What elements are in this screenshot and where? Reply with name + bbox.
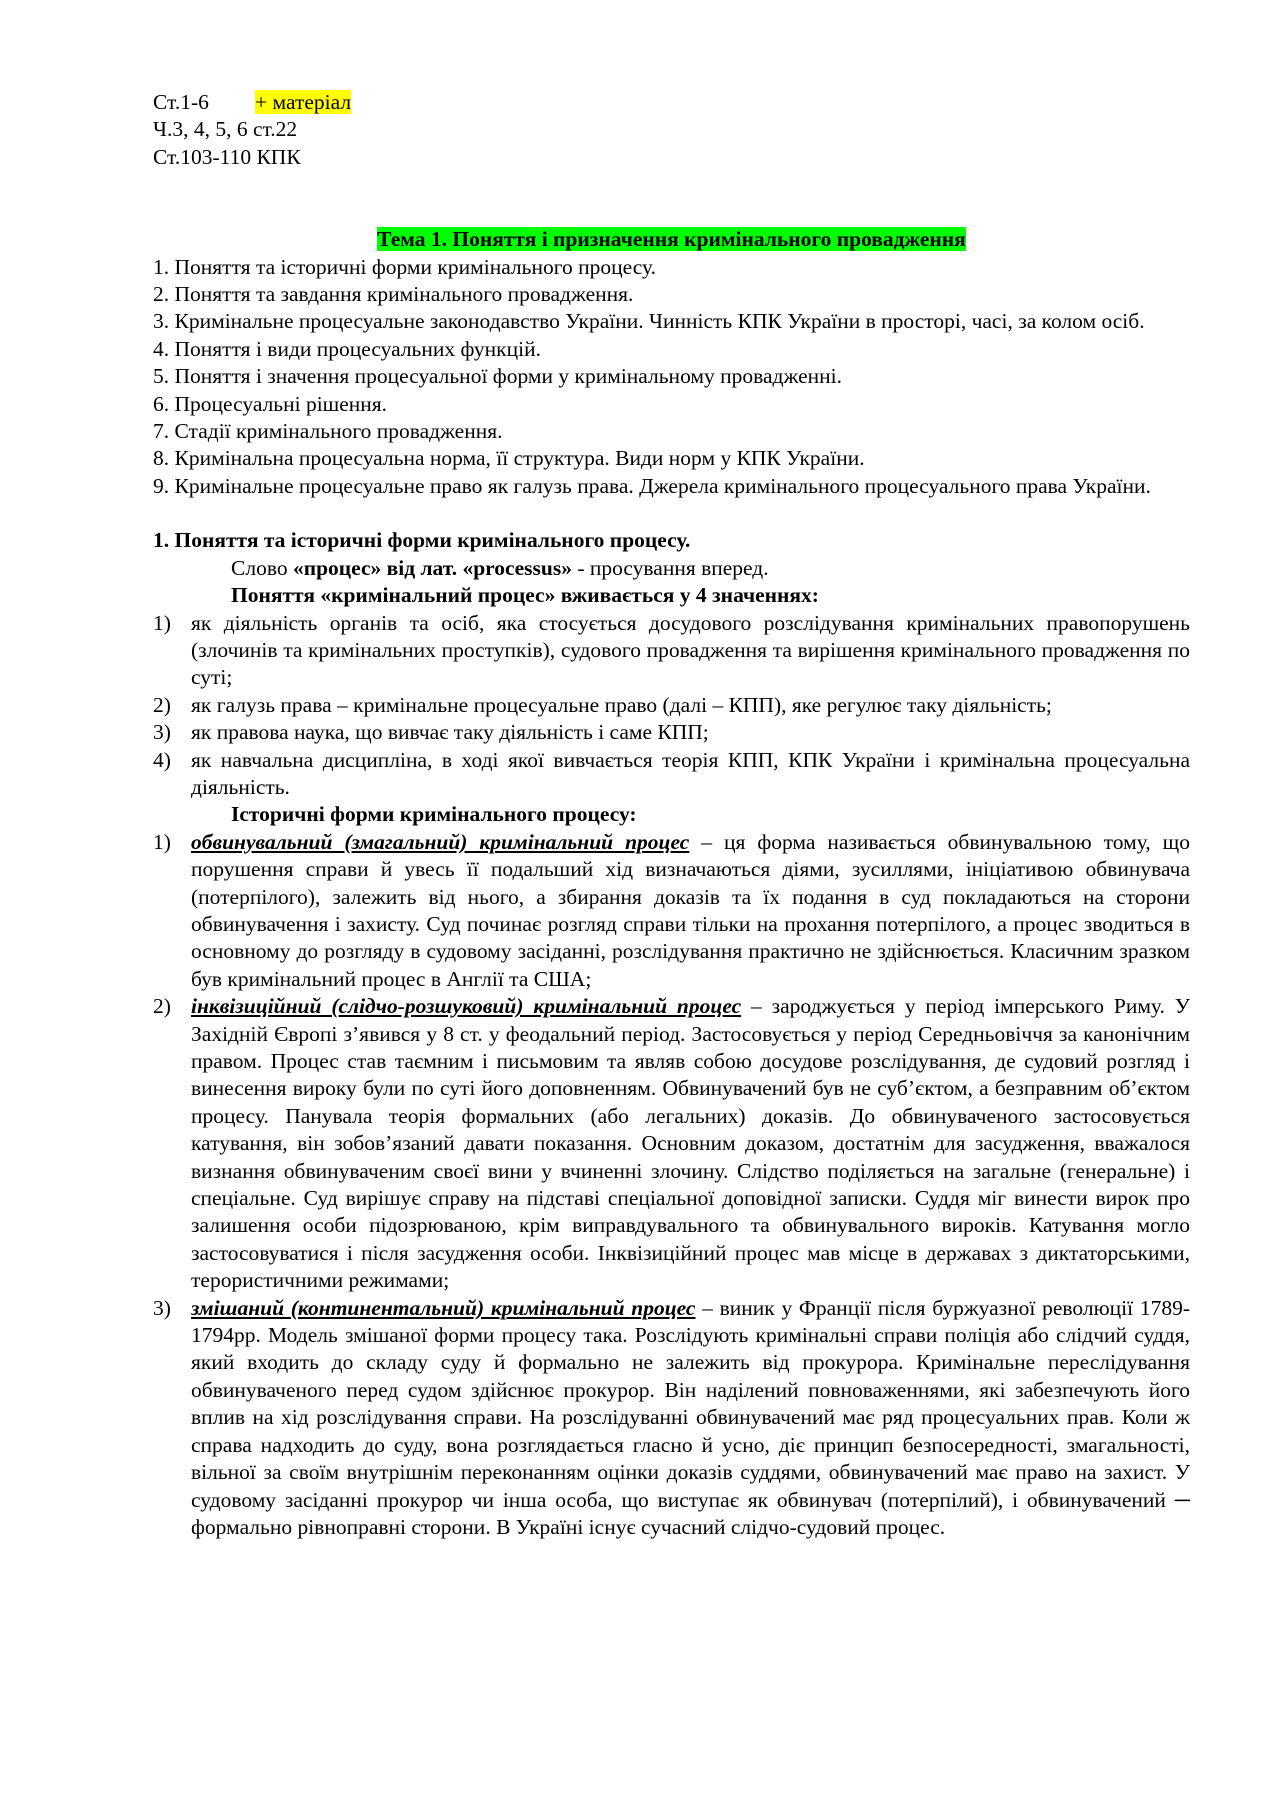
- spacer: [153, 500, 1190, 527]
- outline-item: 1. Поняття та історичні форми кримінального процесу.: [153, 254, 656, 279]
- list-item: [153, 747, 1190, 802]
- forms-heading: Історичні форми кримінального процесу:: [231, 802, 637, 827]
- list-item: [153, 719, 1190, 746]
- list-number: 4): [153, 747, 171, 772]
- form-term: інквізиційний (слідчо-розшуковий) кримінальний процес: [191, 994, 742, 1019]
- topic-title-highlight: Тема 1. Поняття і призначення кримінального провадження: [377, 227, 966, 252]
- list-text: як діяльність органів та осіб, яка стосується досудового розслідування кримінальних правопорушень (злочинів та кримінальних проступків), судового провадження та вирішення кримінального провадження по суті;: [191, 610, 1190, 690]
- highlighted-note: + матеріал: [255, 90, 352, 114]
- list-text: як галузь права – кримінальне процесуальне право (далі – КПП), яке регулює таку діяльність;: [191, 692, 1052, 717]
- forms-list: [153, 829, 1190, 1542]
- outline-item: 4. Поняття і види процесуальних функцій.: [153, 336, 541, 361]
- etymology-line: [153, 555, 1190, 582]
- article-references: [153, 89, 1190, 171]
- outline-item: 5. Поняття і значення процесуальної форми у кримінальному провадженні.: [153, 364, 842, 389]
- list-text: як навчальна дисципліна, в ході якої вивчається теорія КПП, КПК України і кримінальна процесуальна діяльність.: [191, 747, 1190, 799]
- meanings-list: [153, 610, 1190, 802]
- list-text: як правова наука, що вивчає таку діяльність і саме КПП;: [191, 720, 709, 745]
- outline-item: 2. Поняття та завдання кримінального провадження.: [153, 282, 634, 307]
- list-number: 2): [153, 692, 171, 717]
- form-term: обвинувальний (змагальний) кримінальний процес: [191, 829, 690, 854]
- topic-outline: [153, 254, 1190, 501]
- form-term: змішаний (континентальний) кримінальний процес: [191, 1295, 696, 1320]
- meanings-heading: Поняття «кримінальний процес» вживається у 4 значеннях:: [231, 583, 819, 608]
- list-number: 1): [153, 829, 171, 854]
- topic-title: [153, 226, 1190, 253]
- list-item: [153, 1295, 1190, 1542]
- reference-articles: Ст.1-6: [153, 90, 209, 114]
- list-item: [153, 610, 1190, 692]
- etymology-term: «процес» від лат. «processus»: [292, 555, 572, 580]
- etymology-meaning: - просування вперед.: [571, 555, 769, 580]
- outline-item: 9. Кримінальне процесуальне право як галузь права. Джерела кримінального процесуального права України.: [153, 473, 1151, 498]
- form-description: – ця форма називається обвинувальною тому, що порушення справи й увесь її подальший хід визначаються діями, зусиллями, ініціативою обвинувача (потерпілого), залежить від нього, а збирання доказів та їх подання в суд покладаються на сторони обвинувачення і захисту. Суд починає розгляд справи тільки на прохання потерпілого, а процес зводиться в основному до розгляду в судовому засіданні, розслідування практично не здійснюється. Класичним зразком був кримінальний процес в Англії та США;: [191, 829, 1190, 991]
- outline-item: 3. Кримінальне процесуальне законодавство України. Чинність КПК України в просторі, часі, за колом осіб.: [153, 309, 1145, 334]
- outline-item: 8. Кримінальна процесуальна норма, її структура. Види норм у КПК України.: [153, 446, 865, 471]
- outline-item: 6. Процесуальні рішення.: [153, 391, 388, 416]
- list-item: [153, 829, 1190, 993]
- etymology-prefix: Слово: [231, 555, 293, 580]
- list-number: 1): [153, 610, 171, 635]
- list-item: [153, 993, 1190, 1294]
- form-description: – зароджується у період імперського Риму. У Західній Європі з’явився у 8 ст. у феодальний період. Застосовується у період Середньовіччя за канонічним правом. Процес став таємним і письмовим та являв собою досудове розслідування, де судовий розгляд і винесення вироку були по суті його доповненням. Обвинувачений був не суб’єктом, а безправним об’єктом процесу. Панувала теорія формальних (або легальних) доказів. До обвинуваченого застосовується катування, він зобов’язаний давати показання. Основним доказом, достатнім для засудження, вважалося визнання обвинуваченим своєї вини у вчиненні злочину. Слідство поділяється на загальне (генеральне) і спеціальне. Суд вирішує справу на підставі спеціальної доповідної записки. Суддя міг винести вирок про залишення особи підозрюваною, крім виправдувального та обвинувального вироків. Катування могло застосовуватися і після засудження особи. Інквізиційний процес мав місце в державах з диктаторськими, терористичними режимами;: [191, 994, 1190, 1293]
- reference-line: Ст.103-110 КПК: [153, 144, 301, 169]
- outline-item: 7. Стадії кримінального провадження.: [153, 419, 503, 444]
- list-number: 2): [153, 994, 171, 1019]
- section-heading: 1. Поняття та історичні форми кримінального процесу.: [153, 528, 691, 553]
- list-number: 3): [153, 1295, 171, 1320]
- form-description: – виник у Франції після буржуазної революції 1789-1794рр. Модель змішаної форми процесу така. Розслідують кримінальні справи поліція або слідчий суддя, який входить до складу суду й формально не залежить від прокурора. Кримінальне переслідування обвинуваченого перед судом здійснює прокурор. Він наділений повноваженнями, які забезпечують його вплив на хід розслідування справи. На розслідуванні обвинувачений має ряд процесуальних прав. Коли ж справа надходить до суду, вона розглядається гласно й усно, діє принцип безпосередності, змагальності, вільної за своїм внутрішнім переконанням оцінки доказів суддями, обвинувачений має право на захист. У судовому засіданні прокурор чи інша особа, що виступає як обвинувач (потерпілий), і обвинувачений ─ формально рівноправні сторони. В Україні існує сучасний слідчо-судовий процес.: [191, 1295, 1190, 1539]
- list-item: [153, 692, 1190, 719]
- reference-line: [153, 89, 1190, 116]
- reference-line: Ч.3, 4, 5, 6 ст.22: [153, 117, 298, 142]
- list-number: 3): [153, 720, 171, 745]
